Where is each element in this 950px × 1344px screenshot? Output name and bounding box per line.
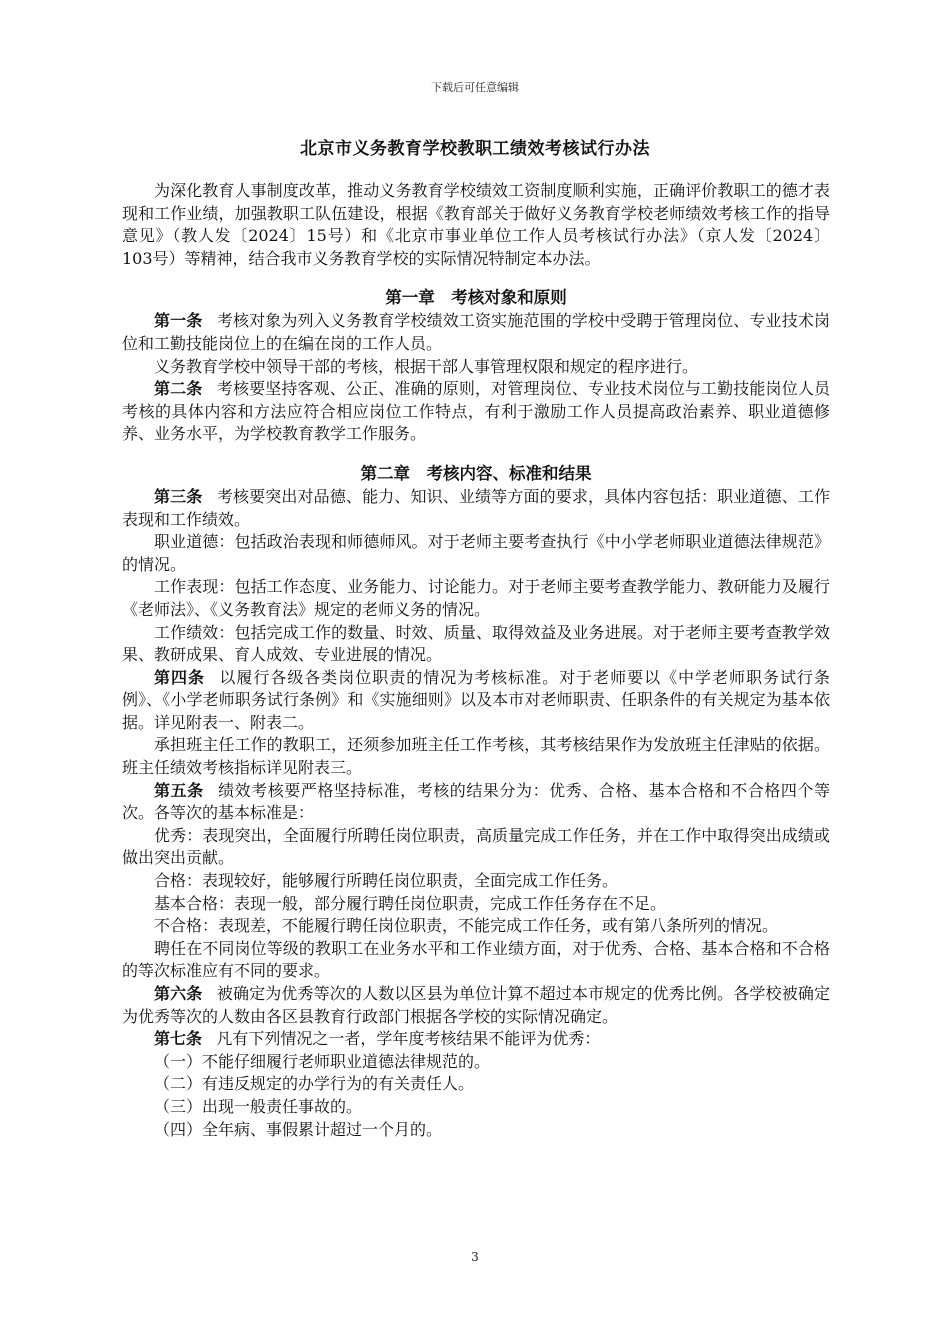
paragraph-ethics: 职业道德：包括政治表现和师德师风。对于老师主要考查执行《中小学老师职业道德法律规范》的情况。 bbox=[122, 532, 830, 574]
paragraph-unqualified: 不合格：表现差，不能履行聘任岗位职责，不能完成工作任务，或有第八条所列的情况。 bbox=[154, 916, 779, 936]
article-text: 绩效考核要严格坚持标准，考核的结果分为：优秀、合格、基本合格和不合格四个等次。各等次的基本标准是： bbox=[122, 780, 830, 823]
article-label: 第七条 bbox=[154, 1029, 203, 1049]
article-2 bbox=[122, 378, 830, 446]
article-3 bbox=[122, 486, 830, 531]
document-body bbox=[122, 180, 830, 1141]
article-1 bbox=[122, 310, 830, 355]
article-text: 凡有下列情况之一者，学年度考核结果不能评为优秀： bbox=[216, 1029, 601, 1049]
list-item: （一）不能仔细履行老师职业道德法律规范的。 bbox=[154, 1051, 491, 1071]
paragraph-basic: 基本合格：表现一般，部分履行聘任岗位职责，完成工作任务存在不足。 bbox=[154, 893, 667, 913]
paragraph-qualified: 合格：表现较好，能够履行所聘任岗位职责，全面完成工作任务。 bbox=[154, 871, 619, 891]
article-label: 第六条 bbox=[154, 984, 203, 1003]
article-6 bbox=[122, 983, 830, 1028]
paragraph-performance: 工作表现：包括工作态度、业务能力、讨论能力。对于老师主要考查教学能力、教研能力及履行《老师法》、《义务教育法》规定的老师义务的情况。 bbox=[122, 577, 830, 619]
paragraph-excellent: 优秀：表现突出，全面履行所聘任岗位职责，高质量完成工作任务，并在工作中取得突出成绩或做出突出贡献。 bbox=[122, 825, 830, 868]
list-item: （二）有违反规定的办学行为的有关责任人。 bbox=[154, 1074, 475, 1094]
article-5 bbox=[122, 780, 830, 825]
list-item: （三）出现一般责任事故的。 bbox=[154, 1096, 363, 1116]
chapter-1-heading: 第一章 考核对象和原则 bbox=[385, 288, 567, 308]
paragraph-headteacher: 承担班主任工作的教职工，还须参加班主任工作考核，其考核结果作为发放班主任津贴的依据。班主任绩效考核指标详见附表三。 bbox=[122, 735, 830, 778]
article-label: 第二条 bbox=[154, 379, 203, 399]
article-text: 考核要突出对品德、能力、知识、业绩等方面的要求，具体内容包括：职业道德、工作表现和工作绩效。 bbox=[122, 486, 830, 529]
chapter-2-heading: 第二章 考核内容、标准和结果 bbox=[360, 463, 592, 483]
page-number: 3 bbox=[471, 1250, 479, 1264]
article-text: 被确定为优秀等次的人数以区县为单位计算不超过本市规定的优秀比例。各学校被确定为优秀等次的人数由各区县教育行政部门根据各学校的实际情况确定。 bbox=[122, 984, 830, 1026]
article-label: 第五条 bbox=[154, 780, 204, 800]
article-4 bbox=[122, 667, 830, 735]
article-label: 第一条 bbox=[154, 311, 203, 331]
document-title: 北京市义务教育学校教职工绩效考核试行办法 bbox=[300, 139, 650, 159]
article-label: 第三条 bbox=[154, 486, 203, 506]
article-label: 第四条 bbox=[154, 667, 205, 687]
page-header: 下载后可任意编辑 bbox=[431, 81, 519, 94]
paragraph-levels: 聘任在不同岗位等级的教职工在业务水平和工作业绩方面，对于优秀、合格、基本合格和不合格的等次标准应有不同的要求。 bbox=[122, 938, 830, 981]
article-text: 以履行各级各类岗位职责的情况为考核标准。对于老师要以《中学老师职务试行条例》、《小学老师职务试行条例》和《实施细则》以及本市对老师职责、任职条件的有关规定为基本依据。详见附表一、附表二。 bbox=[122, 667, 830, 732]
article-text: 考核对象为列入义务教育学校绩效工资实施范围的学校中受聘于管理岗位、专业技术岗位和工勤技能岗位上的在编在岗的工作人员。 bbox=[122, 311, 830, 353]
article-7 bbox=[122, 1028, 830, 1051]
list-item: （四）全年病、事假累计超过一个月的。 bbox=[154, 1119, 443, 1139]
paragraph-leaders: 义务教育学校中领导干部的考核，根据干部人事管理权限和规定的程序进行。 bbox=[154, 356, 699, 376]
paragraph-results: 工作绩效：包括完成工作的数量、时效、质量、取得效益及业务进展。对于老师主要考查教学效果、教研成果、育人成效、专业进展的情况。 bbox=[122, 622, 830, 665]
intro-paragraph: 为深化教育人事制度改革，推动义务教育学校绩效工资制度顺利实施，正确评价教职工的德才表现和工作业绩，加强教职工队伍建设，根据《教育部关于做好义务教育学校老师绩效考核工作的指导意见》（教人发〔2024〕15号）和《北京市事业单位工作人员考核试行办法》（京人发〔2024〕103号）等精神，结合我市义务教育学校的实际情况特制定本办法。 bbox=[122, 181, 830, 268]
article-text: 考核要坚持客观、公正、准确的原则，对管理岗位、专业技术岗位与工勤技能岗位人员考核的具体内容和方法应符合相应岗位工作特点，有利于激励工作人员提高政治素养、职业道德修养、业务水平，为学校教育教学工作服务。 bbox=[122, 379, 830, 444]
